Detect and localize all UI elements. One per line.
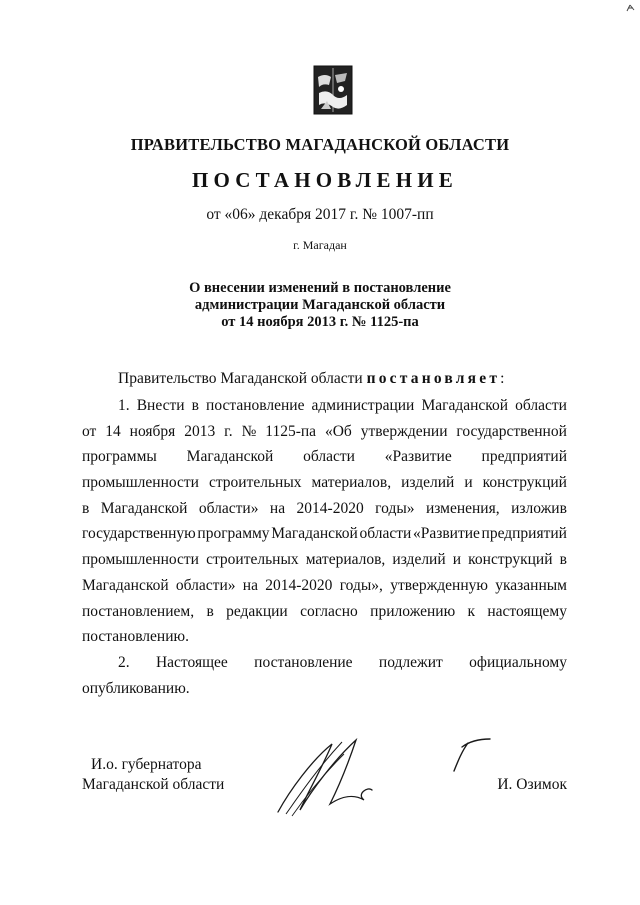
word: Магаданской — [186, 448, 274, 466]
initials-signature — [448, 735, 493, 775]
word: изделий — [392, 551, 446, 569]
signatory-name: И. Озимок — [497, 776, 567, 793]
word: постановлению. — [82, 628, 189, 646]
word: «Об — [324, 422, 352, 440]
signatory-position-line: И.о. губернатора — [91, 756, 202, 773]
word: 14 — [105, 422, 121, 440]
word: промышленности — [82, 551, 199, 569]
word: постановлением, — [82, 602, 195, 620]
word: № — [241, 422, 257, 440]
word: ноября — [129, 422, 176, 440]
text-line — [82, 573, 567, 599]
word: официальному — [469, 654, 567, 671]
word: области» — [175, 576, 236, 594]
word: области» — [198, 499, 259, 517]
word: области — [359, 525, 412, 543]
word: материалов, — [311, 474, 392, 492]
word: материалов, — [305, 551, 386, 569]
paragraph-1 — [82, 393, 567, 650]
preamble — [118, 370, 504, 388]
word: утвержденную — [390, 576, 488, 594]
word: области — [303, 448, 355, 466]
word: 2. — [118, 654, 130, 671]
word: настоящему — [487, 602, 567, 620]
word: в — [82, 499, 90, 517]
word: «Развитие — [412, 525, 480, 543]
text-line — [82, 393, 567, 419]
word: на — [242, 576, 258, 594]
word: в — [206, 602, 214, 620]
text-line — [82, 676, 567, 702]
word: согласно — [300, 602, 358, 620]
document-date-number: от «06» декабря 2017 г. № 1007-пп — [206, 206, 434, 223]
paragraph-2 — [82, 650, 567, 701]
text-line — [82, 496, 567, 522]
text-line — [82, 444, 567, 470]
text-line — [82, 599, 567, 625]
word: и — [452, 551, 462, 569]
word: г. — [224, 422, 233, 440]
word: опубликованию. — [82, 679, 190, 697]
subject-line: администрации Магаданской области — [194, 297, 446, 313]
word: 1. — [118, 397, 130, 414]
word: Магаданской — [100, 499, 188, 517]
word: 2013 — [184, 422, 216, 440]
org-title: ПРАВИТЕЛЬСТВО МАГАДАНСКОЙ ОБЛАСТИ — [130, 135, 510, 154]
word: предприятий — [481, 448, 567, 466]
word: Магаданской — [271, 525, 358, 543]
signatory-position-line: Магаданской области — [82, 776, 225, 793]
preamble-emphasis: постановляет — [366, 370, 501, 387]
word: 2014-2020 — [296, 499, 364, 517]
coat-of-arms-icon — [313, 65, 353, 115]
text-line — [82, 650, 567, 676]
document-subject — [0, 280, 640, 331]
text-line — [82, 470, 567, 496]
word: программы — [82, 448, 157, 466]
word: промышленности — [82, 474, 199, 492]
text-line — [82, 547, 567, 573]
word: государственную — [82, 525, 196, 543]
preamble-text: Правительство Магаданской области — [118, 370, 367, 387]
word: годы», — [339, 576, 383, 594]
word: строительных — [208, 474, 302, 492]
word: годы» — [375, 499, 415, 517]
word: на — [269, 499, 286, 517]
document-type-title: ПОСТАНОВЛЕНИЕ — [191, 168, 459, 192]
word: постановление — [254, 654, 353, 671]
text-line — [82, 624, 567, 650]
word: 2014-2020 — [265, 576, 333, 594]
word: «Развитие — [384, 448, 452, 466]
text-line — [82, 521, 567, 547]
text-line — [82, 419, 567, 445]
word: Настоящее — [155, 654, 228, 671]
word: утверждении — [360, 422, 448, 440]
handwritten-signature — [272, 730, 392, 820]
subject-line: О внесении изменений в постановление — [189, 280, 451, 296]
word: указанным — [495, 576, 567, 594]
word: строительных — [206, 551, 299, 569]
word: в — [191, 397, 199, 414]
preamble-suffix: : — [500, 370, 505, 387]
word: программу — [197, 525, 270, 543]
word: приложению — [370, 602, 456, 620]
word: подлежит — [378, 654, 443, 671]
word: области — [515, 397, 567, 414]
word: Внести — [136, 397, 185, 414]
word: Магаданской — [82, 576, 169, 594]
word: предприятий — [481, 525, 567, 543]
word: к — [467, 602, 476, 620]
word: конструкций — [468, 551, 553, 569]
word: администрации — [311, 397, 415, 414]
word: в — [559, 551, 567, 569]
word: государственной — [456, 422, 567, 440]
signatory-position — [82, 755, 224, 795]
word: от — [82, 422, 97, 440]
word: 1125-па — [265, 422, 317, 440]
word: постановление — [206, 397, 305, 414]
word: редакции — [226, 602, 288, 620]
word: изложив — [511, 499, 567, 517]
word: и — [464, 474, 473, 492]
document-place: г. Магадан — [293, 238, 347, 252]
word: конструкций — [482, 474, 567, 492]
subject-line: от 14 ноября 2013 г. № 1125-па — [221, 314, 419, 330]
word: Магаданской — [421, 397, 509, 414]
word: изменения, — [425, 499, 500, 517]
corner-mark — [626, 3, 636, 13]
word: изделий — [401, 474, 455, 492]
